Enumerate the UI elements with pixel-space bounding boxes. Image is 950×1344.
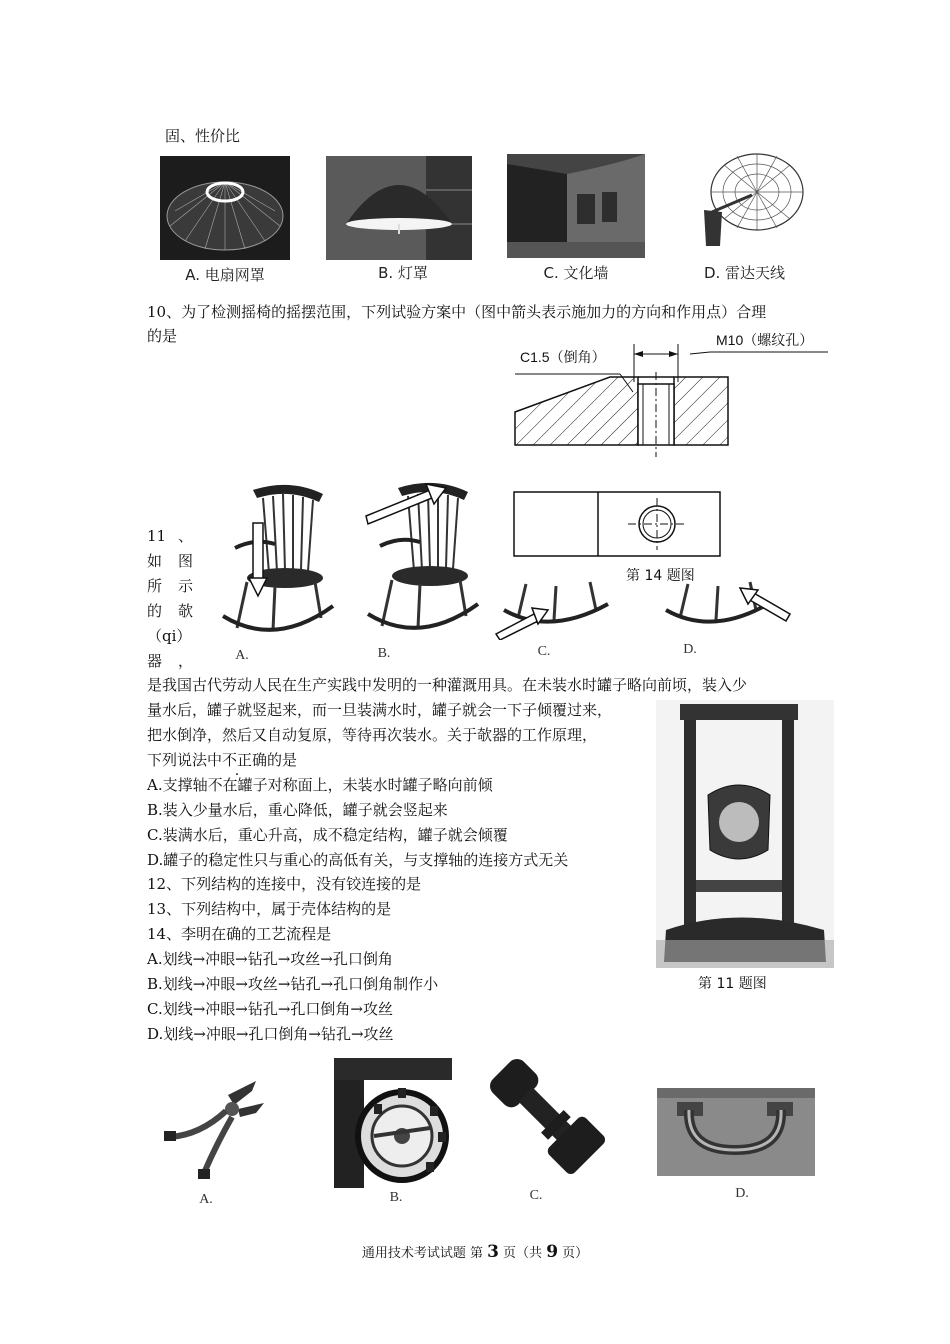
rocking-chair-a-image [215, 478, 335, 643]
q14-choice-c: C.划线→冲眼→钻孔→孔口倒角→攻丝 [147, 1000, 393, 1018]
fig14-top-view [510, 488, 730, 560]
q11-lead-char: 图 [177, 552, 193, 570]
q14-choice-b: B.划线→冲眼→攻丝→钻孔→孔口倒角制作小 [147, 975, 439, 993]
briefcase-handle-image [657, 1088, 815, 1176]
q12-option-a-label: A. [199, 1192, 213, 1207]
lamp-shade-image [326, 156, 472, 260]
fan-guard-image [160, 156, 290, 260]
q11-choice-a: A.支撑轴不在罐子对称面上，未装水时罐子略向前倾 [147, 776, 493, 794]
dumbbell-image [486, 1050, 606, 1180]
footer-mid: 页（共 [498, 1246, 547, 1261]
qi-vessel-image [656, 700, 834, 968]
q11-stem-line1: 是我国古代劳动人民在生产实践中发明的一种灌溉用具。在未装水时罐子略向前顷，装入少 [147, 676, 748, 694]
footer-page-number: 3 [487, 1242, 499, 1262]
q11-choice-d: D.罐子的稳定性只与重心的高低有关，与支撑轴的连接方式无关 [147, 851, 569, 869]
q11-lead-comma: 、 [177, 527, 193, 545]
q10-stem-line2: 的是 [147, 327, 178, 345]
q10-stem-line1: 10、为了检测摇椅的摇摆范围，下列试验方案中（图中箭头表示施加力的方向和作用点）合理 [147, 303, 767, 321]
fig14-caption: 第 14 题图 [626, 568, 695, 584]
q10-option-b-label: B. [377, 646, 391, 661]
q14-stem: 14、李明在确的工艺流程是 [147, 925, 332, 943]
rocking-chair-d-image [662, 580, 792, 640]
q9-option-c-label: C. 文化墙 [543, 264, 609, 282]
q11-lead-char: 器 [147, 652, 163, 670]
q11-stem-line4 [147, 748, 297, 772]
q11-stem-post: 确的是 [252, 751, 298, 769]
fig14-chamfer-label: C1.5（倒角） [520, 349, 606, 365]
q12-stem [147, 872, 421, 896]
q11-lead-char: 所 [147, 577, 163, 595]
q12-stem-pre: 12、下列结构的连接中， [147, 875, 317, 893]
q11-stem-line2: 量水后，罐子就竖起来，而一旦装满水时，罐子就会一下子倾覆过来， [147, 701, 613, 719]
q12-option-b-label: B. [389, 1190, 403, 1205]
q14-choice-a: A.划线→冲眼→钻孔→攻丝→孔口倒角 [147, 950, 393, 968]
wheel-image [334, 1058, 452, 1188]
q11-choice-c: C.装满水后，重心升高，成不稳定结构，罐子就会倾覆 [147, 826, 508, 844]
q12-stem-emphasis: 没有 [316, 875, 347, 893]
q11-stem-emphasis: 不正 [222, 751, 253, 769]
q12-stem-post: 铰连接的是 [346, 875, 422, 893]
q11-lead-char: 示 [177, 577, 193, 595]
q10-option-a-label: A. [235, 648, 249, 663]
fig11-caption: 第 11 题图 [698, 976, 767, 992]
q11-lead-num: 11 [147, 527, 167, 545]
footer-total-pages: 9 [546, 1242, 559, 1262]
top-line: 固、性价比 [165, 127, 241, 145]
q10-option-c-label: C. [537, 644, 551, 659]
pliers-image [160, 1075, 270, 1185]
q11-choice-b: B.装入少量水后，重心降低，罐子就会竖起来 [147, 801, 448, 819]
q9-option-d-label: D. 雷达天线 [703, 264, 786, 282]
q11-stem-line3: 把水倒净，然后又自动复原，等待再次装水。关于欹器的工作原理， [147, 726, 598, 744]
culture-wall-image [507, 154, 645, 258]
q12-option-d-label: D. [735, 1186, 749, 1201]
rocking-chair-b-image [360, 476, 480, 641]
q11-lead-char: 如 [147, 552, 163, 570]
fig14-thread-label: M10（螺纹孔） [716, 332, 814, 348]
q11-lead-char: 欹 [177, 602, 193, 620]
q13-stem: 13、下列结构中，属于壳体结构的是 [147, 900, 392, 918]
q11-lead [147, 524, 193, 674]
q11-lead-char: 的 [147, 602, 163, 620]
q11-stem-pre: 下列说法中 [147, 751, 223, 769]
footer-pre: 通用技术考试试题 第 [361, 1246, 488, 1261]
radar-antenna-image [682, 150, 807, 254]
q9-option-a-label: A. 电扇网罩 [185, 266, 265, 284]
rocking-chair-c-image [490, 580, 610, 640]
page-footer [0, 1242, 950, 1262]
q14-choice-d: D.划线→冲眼→孔口倒角→钻孔→攻丝 [147, 1025, 394, 1043]
q10-option-d-label: D. [683, 642, 697, 657]
q11-lead-pinyin: （qi） [147, 627, 192, 645]
q12-option-c-label: C. [529, 1188, 543, 1203]
q9-option-b-label: B. 灯罩 [378, 264, 428, 282]
footer-post: 页） [558, 1246, 589, 1261]
q11-lead-comma: ， [177, 652, 193, 670]
